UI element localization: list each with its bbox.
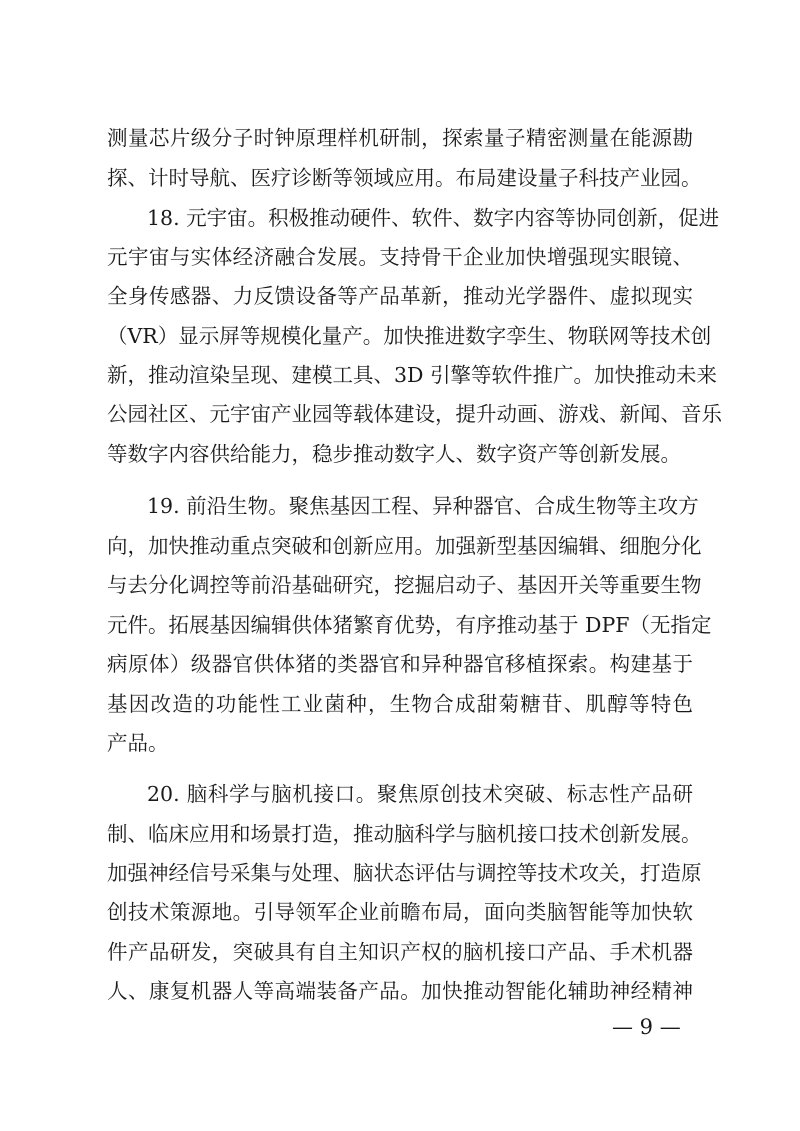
text-line: 元件。拓展基因编辑供体猪繁育优势，有序推动基于 DPF（无指定 xyxy=(107,613,712,637)
text-line: 件产品研发，突破具有自主知识产权的脑机接口产品、手术机器 xyxy=(107,940,693,964)
text-line: 测量芯片级分子时钟原理样机研制，探索量子精密测量在能源勘 xyxy=(107,126,693,150)
text-line: 创技术策源地。引导领军企业前瞻布局，面向类脑智能等加快软 xyxy=(107,900,693,924)
text-line: 全身传感器、力反馈设备等产品革新，推动光学器件、虚拟现实 xyxy=(107,284,693,308)
paragraph-heading-line: 20. 脑科学与脑机接口。聚焦原创技术突破、标志性产品研 xyxy=(147,782,693,806)
text-line: 元宇宙与实体经济融合发展。支持骨干企业加快增强现实眼镜、 xyxy=(107,245,693,269)
text-line: 产品。 xyxy=(107,731,169,755)
text-line: 新，推动渲染呈现、建模工具、3D 引擎等软件推广。加快推动未来 xyxy=(107,363,717,387)
page-number: — 9 — xyxy=(612,1015,681,1039)
text-line: 等数字内容供给能力，稳步推动数字人、数字资产等创新发展。 xyxy=(107,442,681,466)
text-line: （VR）显示屏等规模化量产。加快推进数字孪生、物联网等技术创 xyxy=(107,324,712,348)
text-line: 制、临床应用和场景打造，推动脑科学与脑机接口技术创新发展。 xyxy=(107,822,702,846)
text-line: 病原体）级器官供体猪的类器官和异种器官移植探索。构建基于 xyxy=(107,652,693,676)
text-line: 向，加快推动重点突破和创新应用。加强新型基因编辑、细胞分化 xyxy=(107,534,702,558)
text-line: 公园社区、元宇宙产业园等载体建设，提升动画、游戏、新闻、音乐 xyxy=(107,402,722,426)
paragraph-heading-line: 19. 前沿生物。聚焦基因工程、异种器官、合成生物等主攻方 xyxy=(147,494,699,518)
text-line: 人、康复机器人等高端装备产品。加快推动智能化辅助神经精神 xyxy=(107,979,693,1003)
text-line: 加强神经信号采集与处理、脑状态评估与调控等技术攻关，打造原 xyxy=(107,861,702,885)
text-line: 与去分化调控等前沿基础研究，挖掘启动子、基因开关等重要生物 xyxy=(107,573,702,597)
text-line: 探、计时导航、医疗诊断等领域应用。布局建设量子科技产业园。 xyxy=(107,166,702,190)
paragraph-heading-line: 18. 元宇宙。积极推动硬件、软件、数字内容等协同创新，促进 xyxy=(147,206,720,230)
text-line: 基因改造的功能性工业菌种，生物合成甜菊糖苷、肌醇等特色 xyxy=(107,692,693,716)
